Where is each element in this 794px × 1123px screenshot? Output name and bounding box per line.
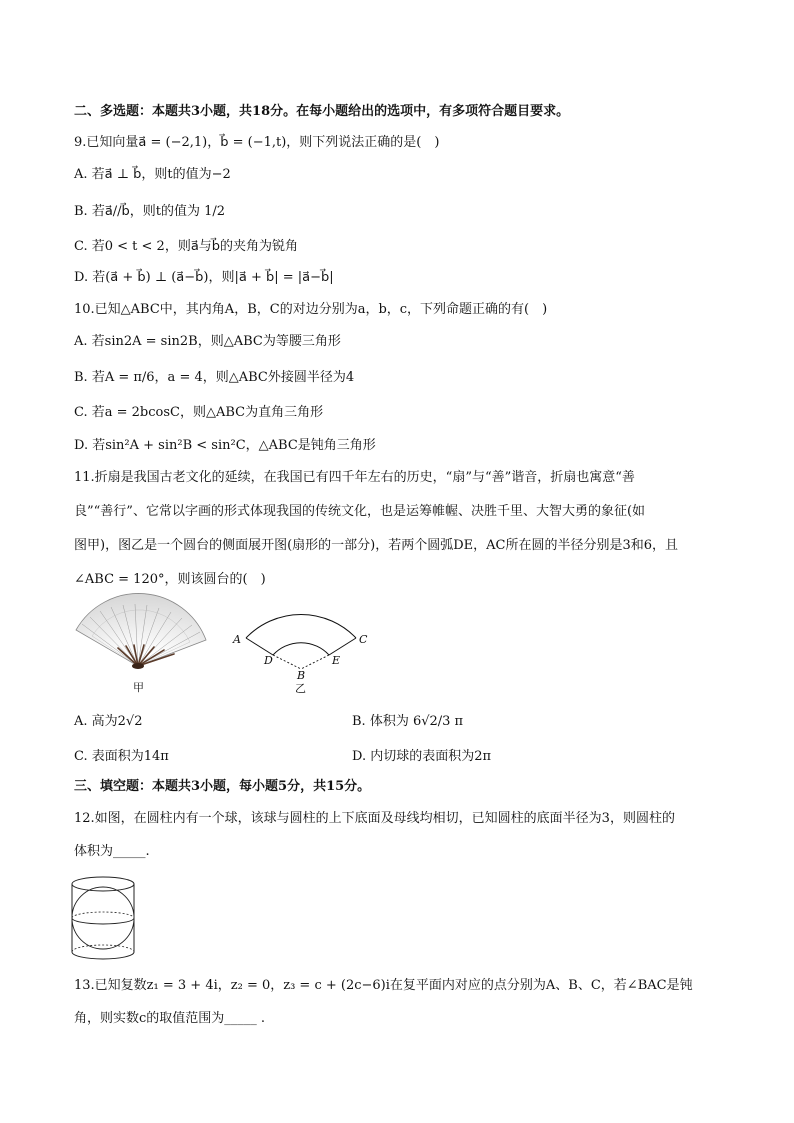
fig-jia-caption: 甲	[133, 681, 144, 694]
section-3-header: 三、填空题：本题共3小题，每小题5分，共15分。	[74, 779, 371, 794]
fig-yi-caption: 乙	[295, 682, 306, 695]
q11-option-c: C. 表面积为14π	[74, 749, 169, 764]
q10-option-d: D. 若sin²A + sin²B < sin²C，△ABC是钝角三角形	[74, 438, 376, 453]
q9-stem: 9.已知向量a⃗ = (−2,1)，b⃗ = (−1,t)，则下列说法正确的是( )	[74, 135, 440, 150]
q11-option-a: A. 高为2√2	[74, 714, 143, 729]
q9-option-c: C. 若0 < t < 2，则a⃗与b⃗的夹角为锐角	[74, 239, 299, 254]
q9-option-d: D. 若(a⃗ + b⃗) ⊥ (a⃗−b⃗)，则|a⃗ + b⃗| = |a⃗−b⃗|	[74, 270, 334, 285]
q13-line-2: 角，则实数c的取值范围为_____ .	[74, 1011, 266, 1026]
q9-option-b: B. 若a⃗//b⃗，则t的值为 1/2	[74, 204, 226, 219]
q11-line-4: ∠ABC = 120°，则该圆台的( )	[74, 572, 266, 587]
point-b-label: B	[297, 669, 306, 682]
frustum-development-figure	[232, 606, 377, 696]
q10-option-c: C. 若a = 2bcosC，则△ABC为直角三角形	[74, 405, 324, 420]
q13-line-1: 13.已知复数z₁ = 3 + 4i，z₂ = 0，z₃ = c + (2c−6)i在复平面内对应的点分别为A、B、C，若∠BAC是钝	[74, 978, 693, 993]
q12-line-1: 12.如图，在圆柱内有一个球，该球与圆柱的上下底面及母线均相切，已知圆柱的底面半径为3，则圆柱的	[74, 811, 675, 826]
q11-option-b: B. 体积为 6√2/3 π	[352, 714, 464, 729]
q10-stem: 10.已知△ABC中，其内角A，B，C的对边分别为a，b，c，下列命题正确的有( )	[74, 302, 548, 317]
q12-line-2: 体积为_____.	[74, 844, 150, 859]
q11-line-2: 良”“善行”、它常以字画的形式体现我国的传统文化，也是运筹帷幄、决胜千里、大智大勇的象征(如	[74, 504, 646, 519]
q10-option-b: B. 若A = π/6，a = 4，则△ABC外接圆半径为4	[74, 370, 355, 385]
folding-fan-figure	[74, 600, 209, 696]
point-d-label: D	[264, 654, 273, 667]
cylinder-sphere-figure	[70, 874, 136, 962]
q10-option-a: A. 若sin2A = sin2B，则△ABC为等腰三角形	[74, 334, 341, 349]
point-c-label: C	[359, 633, 368, 646]
q11-option-d: D. 内切球的表面积为2π	[352, 749, 492, 764]
point-a-label: A	[233, 633, 241, 646]
q11-line-3: 图甲)，图乙是一个圆台的侧面展开图(扇形的一部分)，若两个圆弧DE，AC所在圆的半径分别是3和6，且	[74, 538, 679, 553]
point-e-label: E	[332, 654, 341, 667]
q11-line-1: 11.折扇是我国古老文化的延续，在我国已有四千年左右的历史，“扇”与“善”谐音，折扇也寓意“善	[74, 470, 635, 485]
q9-option-a: A. 若a⃗ ⊥ b⃗，则t的值为−2	[74, 167, 231, 182]
section-2-header: 二、多选题：本题共3小题，共18分。在每小题给出的选项中，有多项符合题目要求。	[74, 104, 570, 119]
